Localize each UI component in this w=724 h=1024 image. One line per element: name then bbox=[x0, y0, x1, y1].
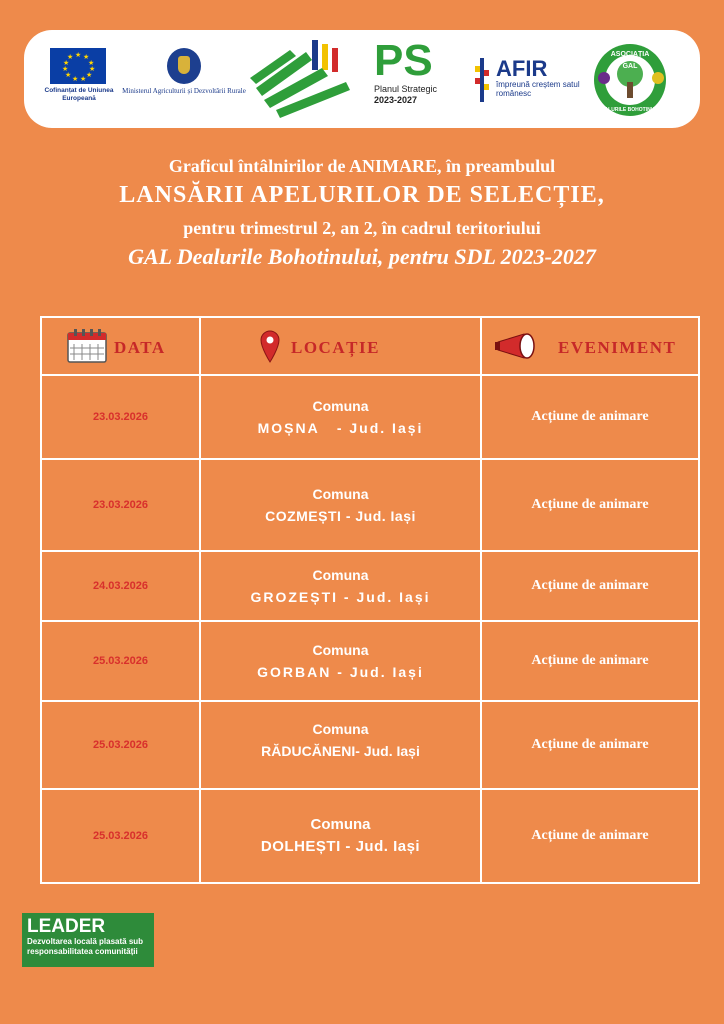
table-row-event bbox=[480, 788, 700, 884]
row-event: Acțiune de animare bbox=[531, 828, 649, 843]
table-row-date bbox=[40, 550, 201, 622]
leader-subtitle: Dezvoltarea locală plasată sub responsabilitatea comunității bbox=[27, 937, 144, 956]
row-place: DOLHEȘTI - Jud. Iași bbox=[260, 838, 421, 855]
heading-line-2: LANSĂRII APELURILOR DE SELECȚIE, bbox=[119, 182, 605, 208]
header-event-label: EVENIMENT bbox=[558, 338, 677, 357]
row-date: 24.03.2026 bbox=[92, 580, 149, 592]
table-row-date bbox=[40, 700, 201, 790]
romania-crest-icon bbox=[167, 48, 201, 84]
gal-association-logo-icon bbox=[590, 42, 670, 118]
table-row-date bbox=[40, 788, 201, 884]
row-place: COZMEȘTI - Jud. Iași bbox=[265, 508, 416, 524]
table-row-date bbox=[40, 620, 201, 702]
heading-line-3: pentru trimestrul 2, an 2, în cadrul teritoriului bbox=[183, 218, 541, 238]
calendar-icon bbox=[66, 328, 108, 364]
row-place: MOȘNA - Jud. Iași bbox=[257, 420, 424, 436]
afir-wheat-icon bbox=[474, 58, 490, 102]
row-date: 25.03.2026 bbox=[92, 739, 149, 751]
table-row-location bbox=[199, 374, 482, 460]
table-row-event bbox=[480, 550, 700, 622]
heading-line-4: GAL Dealurile Bohotinului, pentru SDL 2023-2027 bbox=[128, 244, 596, 269]
ps-letters: PS bbox=[374, 36, 433, 85]
row-place: GORBAN - Jud. Iași bbox=[257, 664, 424, 680]
row-date: 25.03.2026 bbox=[92, 830, 149, 842]
row-place: GROZEȘTI - Jud. Iași bbox=[250, 589, 431, 605]
megaphone-icon bbox=[494, 332, 540, 360]
leader-badge bbox=[22, 913, 154, 967]
table-row-location bbox=[199, 700, 482, 790]
row-commune: Comuna bbox=[312, 567, 369, 583]
eu-logo bbox=[44, 48, 114, 103]
table-row-event bbox=[480, 458, 700, 552]
row-commune: Comuna bbox=[312, 642, 369, 658]
leader-title: LEADER bbox=[27, 916, 106, 937]
row-commune: Comuna bbox=[312, 720, 369, 737]
ps-caption: Planul Strategic bbox=[374, 84, 438, 94]
planul-strategic-logo bbox=[374, 38, 454, 106]
header-cell-date bbox=[40, 316, 201, 376]
row-event: Acțiune de animare bbox=[531, 653, 649, 668]
table-row-event bbox=[480, 374, 700, 460]
row-event: Acțiune de animare bbox=[531, 737, 649, 752]
map-pin-icon bbox=[259, 328, 281, 364]
schedule-table bbox=[40, 316, 700, 884]
gal-bottom-text: DEALURILE BOHOTINULUI bbox=[597, 107, 663, 113]
table-row-location bbox=[199, 550, 482, 622]
row-location bbox=[201, 639, 480, 683]
row-location bbox=[201, 564, 480, 608]
afir-name: AFIR bbox=[496, 56, 548, 81]
ministry-caption: Ministerul Agriculturii și Dezvoltării Rurale bbox=[122, 87, 246, 95]
table-row-event bbox=[480, 620, 700, 702]
row-date: 23.03.2026 bbox=[92, 499, 149, 511]
gal-top-text: ASOCIAȚIA bbox=[610, 51, 650, 58]
afir-logo bbox=[474, 58, 584, 98]
row-event: Acțiune de animare bbox=[531, 578, 649, 593]
table-row-location bbox=[199, 620, 482, 702]
row-event: Acțiune de animare bbox=[531, 497, 649, 512]
ps-years: 2023-2027 bbox=[374, 95, 418, 105]
row-commune: Comuna bbox=[312, 398, 369, 414]
gal-mid-text: GAL bbox=[622, 63, 638, 70]
afir-caption: împreună creștem satul românesc bbox=[496, 80, 580, 98]
table-row-date bbox=[40, 374, 201, 460]
partner-logos-bar bbox=[24, 30, 700, 128]
row-place: RĂDUCĂNENI- Jud. Iași bbox=[261, 742, 420, 759]
row-date: 23.03.2026 bbox=[92, 411, 149, 423]
row-commune: Comuna bbox=[312, 486, 369, 502]
row-location bbox=[201, 395, 480, 439]
header-cell-event bbox=[480, 316, 700, 376]
header-date-label: DATA bbox=[114, 338, 166, 357]
row-location bbox=[201, 718, 480, 762]
row-location bbox=[201, 483, 480, 527]
heading-line-1: Graficul întâlnirilor de ANIMARE, în preambulul bbox=[168, 156, 556, 176]
row-location bbox=[201, 814, 480, 858]
header-cell-location bbox=[199, 316, 482, 376]
eu-caption: Cofinanțat de Uniunea Europeană bbox=[44, 87, 114, 102]
table-row-date bbox=[40, 458, 201, 552]
header-location-label: LOCAȚIE bbox=[291, 338, 380, 357]
row-commune: Comuna bbox=[310, 816, 371, 833]
row-date: 25.03.2026 bbox=[92, 655, 149, 667]
table-row-event bbox=[480, 700, 700, 790]
ps-flag-logo-icon bbox=[246, 38, 366, 120]
row-event: Acțiune de animare bbox=[531, 409, 649, 424]
table-row-location bbox=[199, 458, 482, 552]
ministry-logo bbox=[114, 48, 254, 95]
table-row-location bbox=[199, 788, 482, 884]
eu-flag-icon: ★ ★ ★ ★ ★ ★ ★ ★ ★ ★ ★ bbox=[50, 48, 106, 84]
